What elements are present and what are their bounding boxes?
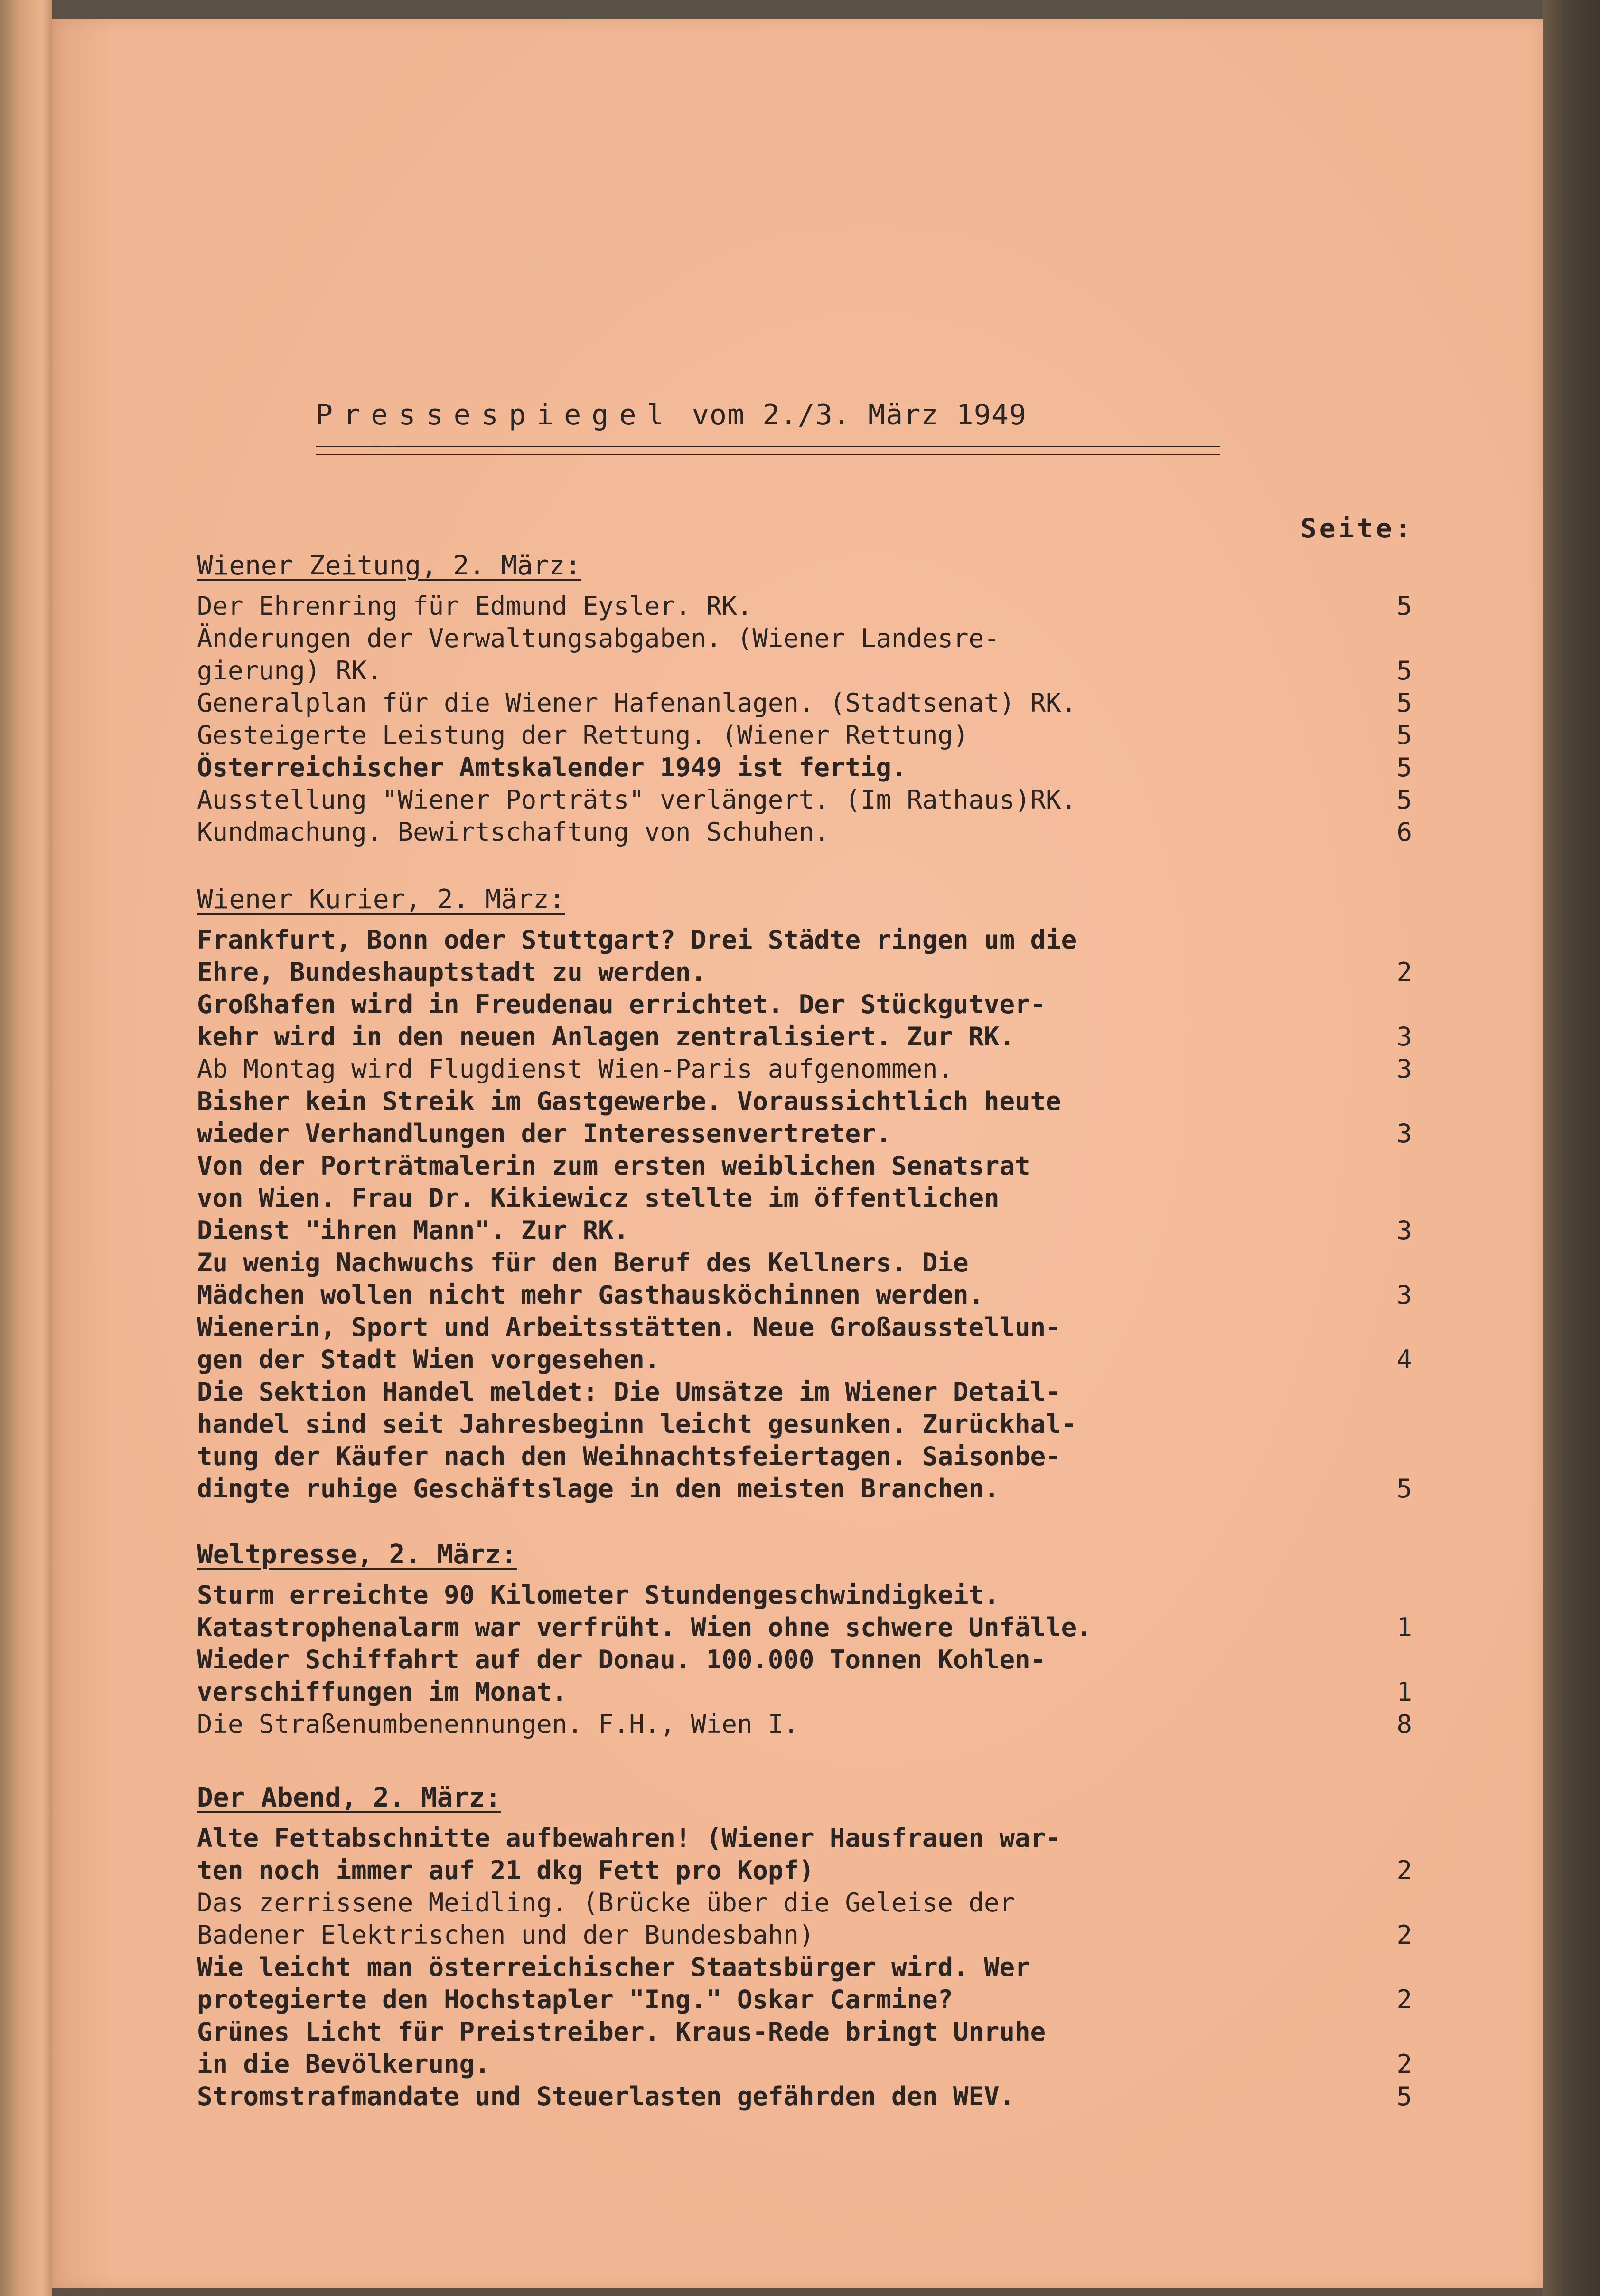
document-page: [52, 19, 1543, 2288]
entry-page-number: 3: [1396, 1054, 1412, 1084]
list-item: [197, 1085, 1412, 1150]
list-item: [197, 816, 1412, 848]
page-content: [52, 19, 1543, 2288]
entry-text: Alte Fettabschnitte aufbewahren! (Wiener Hausfrauen war- ten noch immer auf 21 dkg Fett pro Kopf): [197, 1823, 1061, 1885]
list-item: [197, 1708, 1412, 1741]
entry-page-number: 2: [1396, 2049, 1412, 2079]
entry-text: Wie leicht man österreichischer Staatsbürger wird. Wer protegierte den Hochstapler "Ing." Oskar Carmine?: [197, 1952, 1030, 2014]
entry-page-number: 2: [1396, 1985, 1412, 2014]
entry-text: Grünes Licht für Preistreiber. Kraus-Rede bringt Unruhe in die Bevölkerung.: [197, 2017, 1046, 2079]
entry-page-number: 5: [1396, 2081, 1412, 2111]
entry-text: Ab Montag wird Flugdienst Wien-Paris aufgenommen.: [197, 1054, 954, 1084]
section-title: Wiener Zeitung, 2. März:: [197, 550, 581, 581]
entry-text: Die Straßenumbenennungen. F.H., Wien I.: [197, 1709, 799, 1739]
section-der-abend: [197, 1780, 1412, 2113]
page-title: [316, 399, 1027, 431]
entry-page-number: 5: [1396, 591, 1412, 621]
list-item: [197, 719, 1412, 752]
book-spine: [0, 0, 52, 2296]
entry-page-number: 3: [1396, 1119, 1412, 1148]
entry-text: Stromstrafmandate und Steuerlasten gefährden den WEV.: [197, 2081, 1015, 2111]
entry-page-number: 2: [1396, 1920, 1412, 1950]
section-wiener-zeitung: [197, 548, 1412, 848]
entry-page-number: 5: [1396, 688, 1412, 718]
entry-page-number: 3: [1396, 1280, 1412, 1310]
entry-text: Der Ehrenring für Edmund Eysler. RK.: [197, 591, 753, 621]
section-title: Wiener Kurier, 2. März:: [197, 884, 565, 915]
title-underline-rule: [316, 446, 1220, 455]
entry-text: Großhafen wird in Freudenau errichtet. Der Stückgutver- kehr wird in den neuen Anlagen zentralisiert. Zur RK.: [197, 989, 1046, 1052]
list-item: [197, 1150, 1412, 1247]
list-item: [197, 1053, 1412, 1085]
entry-page-number: 3: [1396, 1022, 1412, 1052]
list-item: [197, 1247, 1412, 1311]
title-spaced: Pressespiegel: [316, 398, 674, 432]
list-item: [197, 1311, 1412, 1376]
list-item: [197, 752, 1412, 784]
list-item: [197, 1822, 1412, 1887]
title-date: vom 2./3. März 1949: [692, 398, 1027, 432]
entry-text: Ausstellung "Wiener Porträts" verlängert. (Im Rathaus)RK.: [197, 785, 1077, 815]
entry-text: Gesteigerte Leistung der Rettung. (Wiener Rettung): [197, 720, 969, 750]
page-column-header: Seite:: [1301, 513, 1414, 544]
entry-page-number: 6: [1396, 817, 1412, 847]
list-item: [197, 687, 1412, 719]
entry-page-number: 3: [1396, 1215, 1412, 1245]
entry-page-number: 1: [1396, 1677, 1412, 1707]
entry-text: Änderungen der Verwaltungsabgaben. (Wiener Landesre- gierung) RK.: [197, 623, 1000, 686]
entry-page-number: 8: [1396, 1709, 1412, 1739]
entry-text: Wienerin, Sport und Arbeitsstätten. Neue Großausstellun- gen der Stadt Wien vorgesehen.: [197, 1312, 1061, 1374]
entry-page-number: 5: [1396, 656, 1412, 686]
list-item: [197, 1644, 1412, 1708]
entry-text: Frankfurt, Bonn oder Stuttgart? Drei Städte ringen um die Ehre, Bundeshauptstadt zu werden.: [197, 925, 1077, 987]
entry-text: Generalplan für die Wiener Hafenanlagen. (Stadtsenat) RK.: [197, 688, 1077, 718]
entry-text: Wieder Schiffahrt auf der Donau. 100.000 Tonnen Kohlen- verschiffungen im Monat.: [197, 1645, 1046, 1707]
entry-text: Von der Porträtmalerin zum ersten weiblichen Senatsrat von Wien. Frau Dr. Kikiewicz stellte im öffentlichen Dienst "ihren Mann". Zur RK.: [197, 1151, 1030, 1245]
list-item: [197, 590, 1412, 622]
entry-page-number: 5: [1396, 1474, 1412, 1504]
list-item: [197, 2016, 1412, 2080]
list-item: [197, 622, 1412, 687]
entry-text: Das zerrissene Meidling. (Brücke über die Geleise der Badener Elektrischen und der Bundesbahn): [197, 1888, 1015, 1950]
entry-text: Zu wenig Nachwuchs für den Beruf des Kellners. Die Mädchen wollen nicht mehr Gasthausköchinnen werden.: [197, 1248, 984, 1310]
section-weltpresse: [197, 1537, 1412, 1741]
entry-page-number: 1: [1396, 1612, 1412, 1642]
entry-page-number: 5: [1396, 753, 1412, 782]
section-title: Der Abend, 2. März:: [197, 1782, 501, 1813]
list-item: [197, 1376, 1412, 1505]
book-edge: [1543, 0, 1600, 2296]
list-item: [197, 924, 1412, 988]
entry-text: Die Sektion Handel meldet: Die Umsätze im Wiener Detail- handel sind seit Jahresbeginn leicht gesunken. Zurückhal- tung der Käufer nach den Weihnachtsfeiertagen. Saisonbe- dingte ruhige Geschäftslage in den meisten Branchen.: [197, 1377, 1077, 1504]
entry-page-number: 2: [1396, 1855, 1412, 1885]
entry-text: Österreichischer Amtskalender 1949 ist fertig.: [197, 753, 907, 782]
entry-page-number: 5: [1396, 720, 1412, 750]
list-item: [197, 784, 1412, 816]
list-item: [197, 1579, 1412, 1644]
entry-text: Bisher kein Streik im Gastgewerbe. Voraussichtlich heute wieder Verhandlungen der Interessenvertreter.: [197, 1086, 1061, 1148]
list-item: [197, 1887, 1412, 1951]
section-title: Weltpresse, 2. März:: [197, 1539, 517, 1570]
entry-text: Sturm erreichte 90 Kilometer Stundengeschwindigkeit. Katastrophenalarm war verfrüht. Wien ohne schwere Unfälle.: [197, 1580, 1092, 1642]
section-wiener-kurier: [197, 882, 1412, 1505]
entry-page-number: 4: [1396, 1345, 1412, 1374]
entry-page-number: 5: [1396, 785, 1412, 815]
list-item: [197, 988, 1412, 1053]
list-item: [197, 1951, 1412, 2016]
list-item: [197, 2080, 1412, 2113]
entry-text: Kundmachung. Bewirtschaftung von Schuhen.: [197, 817, 830, 847]
entry-page-number: 2: [1396, 957, 1412, 987]
